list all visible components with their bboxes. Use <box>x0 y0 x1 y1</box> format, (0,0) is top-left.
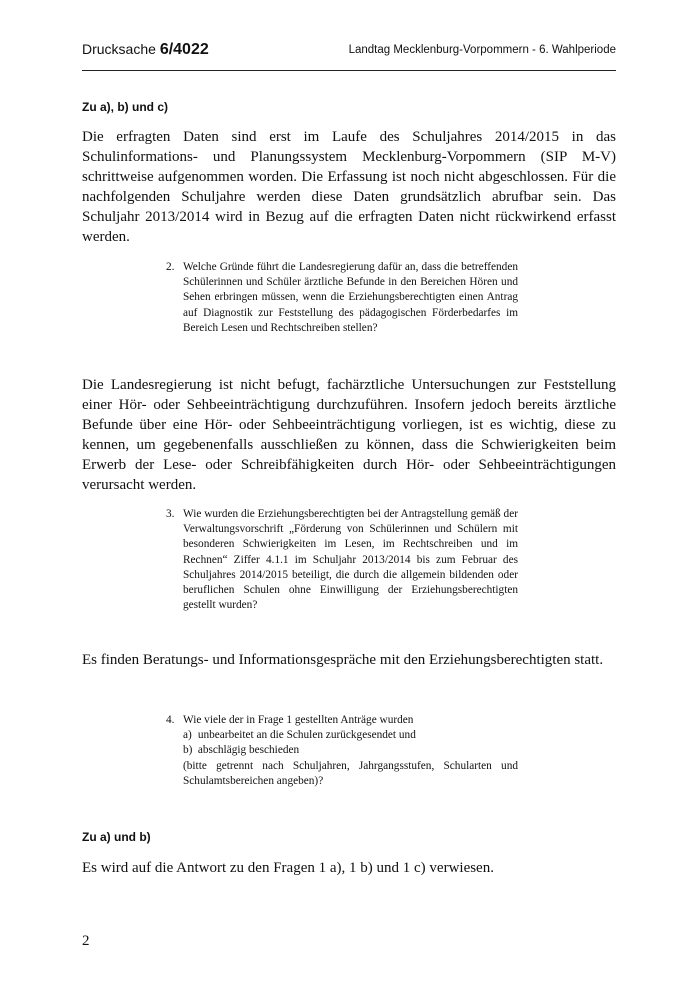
page-number: 2 <box>82 933 90 949</box>
question-2-text: Welche Gründe führt die Landesregierung dafür an, dass die betreffenden Schülerinnen und Schüler ärztliche Befunde in den Bereichen Hören und Sehen erbringen müssen, wenn die Erziehungsberechtigten einen Antrag auf Diagnostik zur Feststellung des pädagogischen Förderbedarfes im Bereich Lesen und Rechtschreiben stellen? <box>183 261 518 334</box>
question-3-text: Wie wurden die Erziehungsberechtigten bei der Antragstellung gemäß der Verwaltungsvorschrift „Förderung von Schülerinnen und Schülern mit besonderen Schwierigkeiten im Lesen, im Rechtschreiben und im Rechnen“ Ziffer 4.1.1 im Schuljahr 2013/2014 bis zum Februar des Schuljahres 2014/2015 beteiligt, die durch die allgemein bildenden oder beruflichen Schulen ohne Einwilligung der Erziehungsberechtigten gestellt wurden? <box>183 508 518 612</box>
question-4-item-b <box>183 743 518 758</box>
subheading-answer-4: Zu a) und b) <box>82 830 151 844</box>
question-4-item-b-label: b) <box>183 744 193 757</box>
question-4-text: Wie viele der in Frage 1 gestellten Anträge wurden <box>183 714 414 726</box>
parliament-label: Landtag Mecklenburg-Vorpommern - 6. Wahlperiode <box>348 44 616 56</box>
question-3 <box>166 507 518 613</box>
document-number <box>82 41 209 59</box>
answer-4-paragraph: Es wird auf die Antwort zu den Fragen 1 a), 1 b) und 1 c) verwiesen. <box>82 860 494 876</box>
question-4 <box>166 713 518 789</box>
question-4-item-a-label: a) <box>183 729 192 742</box>
doc-label: Drucksache <box>82 41 156 57</box>
answer-3-paragraph: Es finden Beratungs- und Informationsgespräche mit den Erziehungsberechtigten statt. <box>82 652 604 668</box>
question-3-number: 3. <box>166 508 175 520</box>
answer-2-paragraph: Die Landesregierung ist nicht befugt, fachärztliche Untersuchungen zur Feststellung einer Hör- oder Sehbeeinträchtigung durchzuführen. Insofern jedoch bereits ärztliche Befunde über eine Hör- oder Sehbeeinträchtigung vorliegen, ist es wichtig, diese zu kennen, um gegebenenfalls ausschließen zu können, dass die Schwierigkeiten beim Erwerb der Lese- oder Schreibfähigkeiten durch Hör- oder Sehbeeinträchtigungen verursacht werden. <box>82 377 616 493</box>
answer-1-paragraph: Die erfragten Daten sind erst im Laufe des Schuljahres 2014/2015 in das Schulinformations- und Planungssystem Mecklenburg-Vorpommern (SIP M-V) schrittweise aufgenommen worden. Die Erfassung ist noch nicht abgeschlossen. Für die nachfolgenden Schuljahre werden diese Daten grundsätzlich abrufbar sein. Das Schuljahr 2013/2014 wird in Bezug auf die erfragten Daten nicht rückwirkend erfasst werden. <box>82 129 616 245</box>
question-4-item-b-text: abschlägig beschieden <box>197 744 300 757</box>
question-4-number: 4. <box>166 714 175 726</box>
question-2-number: 2. <box>166 261 175 273</box>
question-4-item-a-text: unbearbeitet an die Schulen zurückgesendet und <box>197 729 416 742</box>
subheading-answer-1: Zu a), b) und c) <box>82 100 168 114</box>
header-divider <box>82 70 616 71</box>
question-2 <box>166 260 518 336</box>
question-4-item-a <box>183 728 518 743</box>
question-4-note: (bitte getrennt nach Schuljahren, Jahrgangsstufen, Schularten und Schulamtsbereichen angeben)? <box>183 759 518 787</box>
doc-number: 6/4022 <box>159 41 209 58</box>
